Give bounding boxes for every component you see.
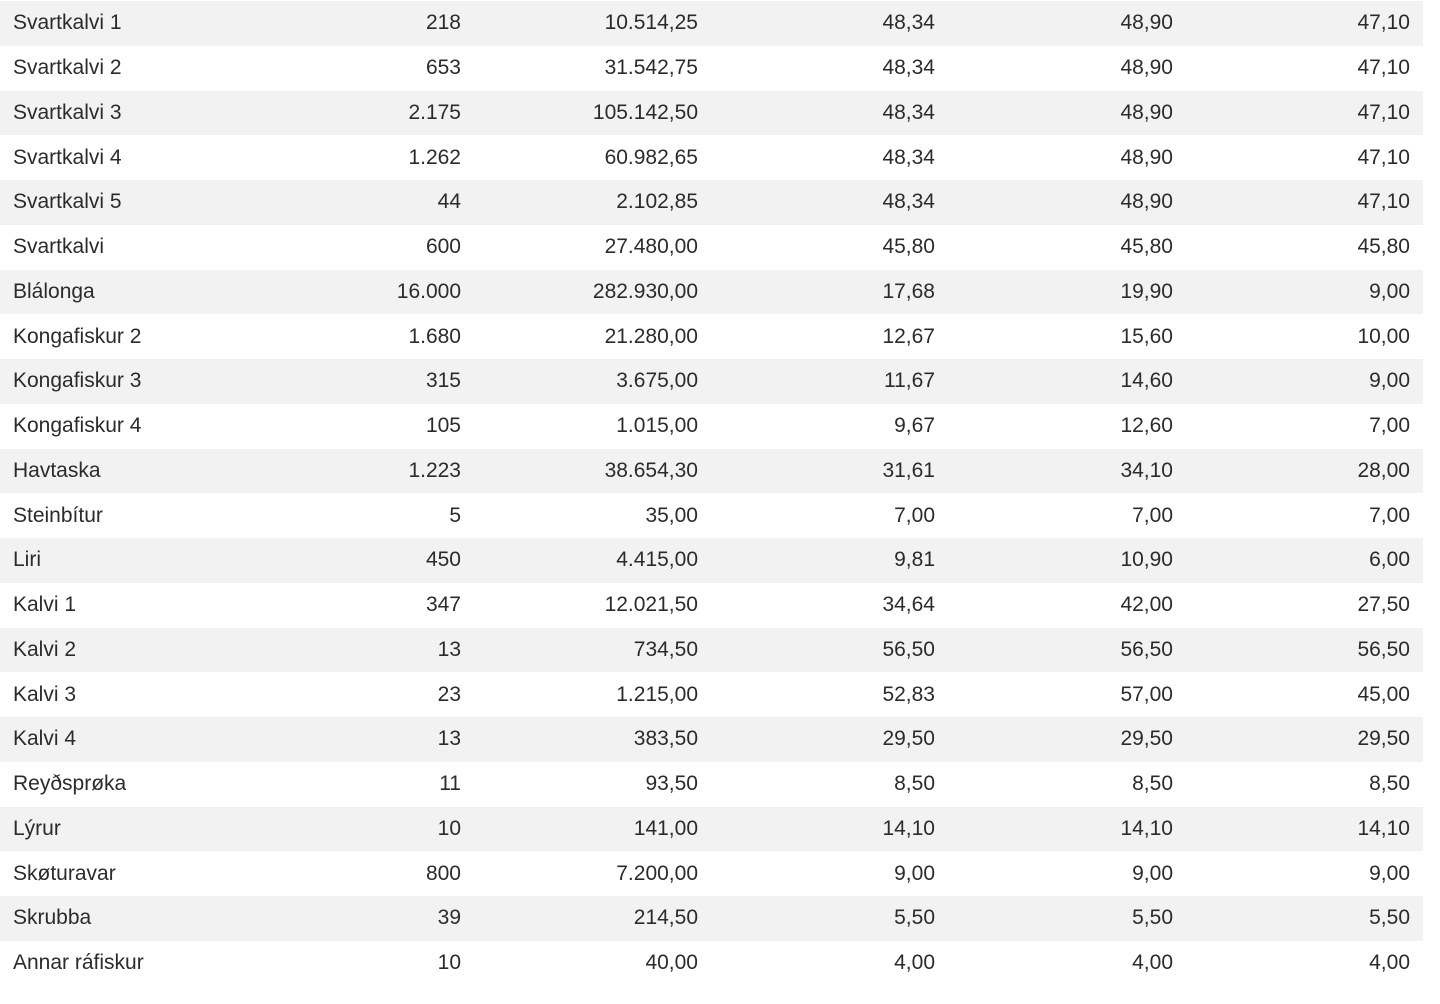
highest-price: 57,00	[1120, 682, 1173, 706]
price-table-body	[0, 1, 1423, 986]
total-value: 38.654,30	[604, 458, 698, 482]
quantity: 1.223	[408, 458, 461, 482]
average-price: 11,67	[884, 369, 935, 393]
average-price: 56,50	[882, 637, 935, 661]
lowest-price: 7,00	[1369, 414, 1410, 438]
table-row	[0, 941, 1423, 986]
quantity: 10	[437, 816, 461, 840]
highest-price: 9,00	[1132, 861, 1173, 885]
table-row	[0, 46, 1423, 91]
highest-price: 5,50	[1132, 906, 1173, 930]
species-name: Svartkalvi 5	[13, 190, 122, 214]
species-name: Reyðsprøka	[13, 772, 127, 796]
lowest-price: 9,00	[1369, 369, 1410, 393]
highest-price: 8,50	[1132, 772, 1173, 796]
average-price: 48,34	[882, 100, 935, 124]
total-value: 105.142,50	[592, 100, 698, 124]
quantity: 5	[449, 503, 461, 527]
total-value: 4.415,00	[616, 548, 698, 572]
lowest-price: 47,10	[1357, 11, 1410, 35]
lowest-price: 7,00	[1369, 503, 1410, 527]
total-value: 282.930,00	[592, 279, 698, 303]
species-name: Kalvi 4	[13, 727, 77, 751]
highest-price: 42,00	[1120, 593, 1173, 617]
highest-price: 29,50	[1120, 727, 1173, 751]
highest-price: 56,50	[1120, 637, 1173, 661]
lowest-price: 8,50	[1369, 772, 1410, 796]
species-name: Kalvi 1	[13, 593, 77, 617]
table-row	[0, 1, 1423, 46]
table-row	[0, 762, 1423, 807]
lowest-price: 29,50	[1357, 727, 1410, 751]
total-value: 35,00	[645, 503, 698, 527]
quantity: 105	[425, 414, 461, 438]
total-value: 1.015,00	[616, 414, 698, 438]
species-name: Svartkalvi 4	[13, 145, 122, 169]
quantity: 23	[437, 682, 461, 706]
highest-price: 48,90	[1120, 11, 1173, 35]
lowest-price: 9,00	[1369, 279, 1410, 303]
total-value: 10.514,25	[604, 11, 698, 35]
species-name: Svartkalvi 2	[13, 56, 122, 80]
table-row	[0, 493, 1423, 538]
total-value: 214,50	[633, 906, 698, 930]
table-row	[0, 270, 1423, 315]
table-row	[0, 135, 1423, 180]
quantity: 315	[425, 369, 461, 393]
quantity: 1.262	[408, 145, 461, 169]
average-price: 48,34	[882, 190, 935, 214]
total-value: 734,50	[633, 637, 698, 661]
price-table-container	[0, 1, 1423, 986]
quantity: 10	[437, 951, 461, 975]
average-price: 48,34	[882, 56, 935, 80]
average-price: 14,10	[882, 816, 935, 840]
average-price: 29,50	[882, 727, 935, 751]
average-price: 48,34	[882, 11, 935, 35]
table-row	[0, 717, 1423, 762]
table-row	[0, 896, 1423, 941]
total-value: 1.215,00	[616, 682, 698, 706]
average-price: 9,67	[894, 414, 935, 438]
price-table	[0, 1, 1423, 986]
average-price: 48,34	[882, 145, 935, 169]
species-name: Svartkalvi 3	[13, 100, 122, 124]
quantity: 11	[439, 772, 461, 796]
species-name: Kongafiskur 2	[13, 324, 142, 348]
quantity: 16.000	[396, 279, 461, 303]
total-value: 383,50	[633, 727, 698, 751]
table-row	[0, 538, 1423, 583]
highest-price: 34,10	[1120, 458, 1173, 482]
lowest-price: 14,10	[1357, 816, 1410, 840]
highest-price: 7,00	[1132, 503, 1173, 527]
average-price: 8,50	[894, 772, 935, 796]
average-price: 31,61	[882, 458, 935, 482]
quantity: 347	[425, 593, 461, 617]
highest-price: 45,80	[1120, 235, 1173, 259]
average-price: 9,00	[894, 861, 935, 885]
highest-price: 48,90	[1120, 145, 1173, 169]
quantity: 600	[425, 235, 461, 259]
table-row	[0, 807, 1423, 852]
quantity: 800	[425, 861, 461, 885]
table-row	[0, 314, 1423, 359]
average-price: 5,50	[894, 906, 935, 930]
average-price: 4,00	[894, 951, 935, 975]
lowest-price: 5,50	[1369, 906, 1410, 930]
species-name: Kalvi 3	[13, 682, 77, 706]
lowest-price: 47,10	[1357, 145, 1410, 169]
species-name: Kongafiskur 3	[13, 369, 142, 393]
average-price: 52,83	[882, 682, 935, 706]
total-value: 93,50	[645, 772, 698, 796]
table-row	[0, 672, 1423, 717]
table-row	[0, 628, 1423, 673]
table-row	[0, 404, 1423, 449]
table-row	[0, 359, 1423, 404]
lowest-price: 56,50	[1357, 637, 1410, 661]
total-value: 7.200,00	[616, 861, 698, 885]
average-price: 17,68	[882, 279, 935, 303]
lowest-price: 47,10	[1357, 190, 1410, 214]
table-row	[0, 583, 1423, 628]
quantity: 44	[437, 190, 461, 214]
quantity: 2.175	[408, 100, 461, 124]
total-value: 12.021,50	[604, 593, 698, 617]
total-value: 21.280,00	[604, 324, 698, 348]
table-row	[0, 851, 1423, 896]
average-price: 12,67	[882, 324, 935, 348]
species-name: Annar ráfiskur	[13, 951, 144, 975]
quantity: 13	[437, 637, 461, 661]
table-row	[0, 91, 1423, 136]
highest-price: 48,90	[1120, 56, 1173, 80]
highest-price: 12,60	[1120, 414, 1173, 438]
lowest-price: 45,00	[1357, 682, 1410, 706]
table-row	[0, 449, 1423, 494]
total-value: 2.102,85	[616, 190, 698, 214]
table-row	[0, 225, 1423, 270]
quantity: 13	[437, 727, 461, 751]
highest-price: 10,90	[1120, 548, 1173, 572]
total-value: 60.982,65	[604, 145, 698, 169]
species-name: Kongafiskur 4	[13, 414, 142, 438]
species-name: Liri	[13, 548, 42, 572]
quantity: 1.680	[408, 324, 461, 348]
average-price: 7,00	[894, 503, 935, 527]
species-name: Kalvi 2	[13, 637, 77, 661]
quantity: 218	[425, 11, 461, 35]
lowest-price: 28,00	[1357, 458, 1410, 482]
total-value: 3.675,00	[616, 369, 698, 393]
lowest-price: 9,00	[1369, 861, 1410, 885]
average-price: 34,64	[882, 593, 935, 617]
lowest-price: 6,00	[1369, 548, 1410, 572]
highest-price: 14,60	[1120, 369, 1173, 393]
lowest-price: 27,50	[1357, 593, 1410, 617]
total-value: 141,00	[633, 816, 698, 840]
total-value: 40,00	[645, 951, 698, 975]
total-value: 27.480,00	[604, 235, 698, 259]
quantity: 653	[425, 56, 461, 80]
species-name: Svartkalvi 1	[13, 11, 122, 35]
average-price: 9,81	[894, 548, 935, 572]
total-value: 31.542,75	[604, 56, 698, 80]
highest-price: 15,60	[1120, 324, 1173, 348]
highest-price: 14,10	[1120, 816, 1173, 840]
highest-price: 48,90	[1120, 190, 1173, 214]
lowest-price: 47,10	[1357, 100, 1410, 124]
species-name: Havtaska	[13, 458, 101, 482]
species-name: Blálonga	[13, 279, 95, 303]
lowest-price: 4,00	[1369, 951, 1410, 975]
table-row	[0, 180, 1423, 225]
species-name: Skøturavar	[13, 861, 116, 885]
highest-price: 4,00	[1132, 951, 1173, 975]
highest-price: 19,90	[1120, 279, 1173, 303]
species-name: Svartkalvi	[13, 235, 105, 259]
species-name: Steinbítur	[13, 503, 103, 527]
lowest-price: 45,80	[1357, 235, 1410, 259]
species-name: Skrubba	[13, 906, 92, 930]
quantity: 450	[425, 548, 461, 572]
average-price: 45,80	[882, 235, 935, 259]
species-name: Lýrur	[13, 816, 61, 840]
lowest-price: 10,00	[1357, 324, 1410, 348]
highest-price: 48,90	[1120, 100, 1173, 124]
lowest-price: 47,10	[1357, 56, 1410, 80]
quantity: 39	[437, 906, 461, 930]
